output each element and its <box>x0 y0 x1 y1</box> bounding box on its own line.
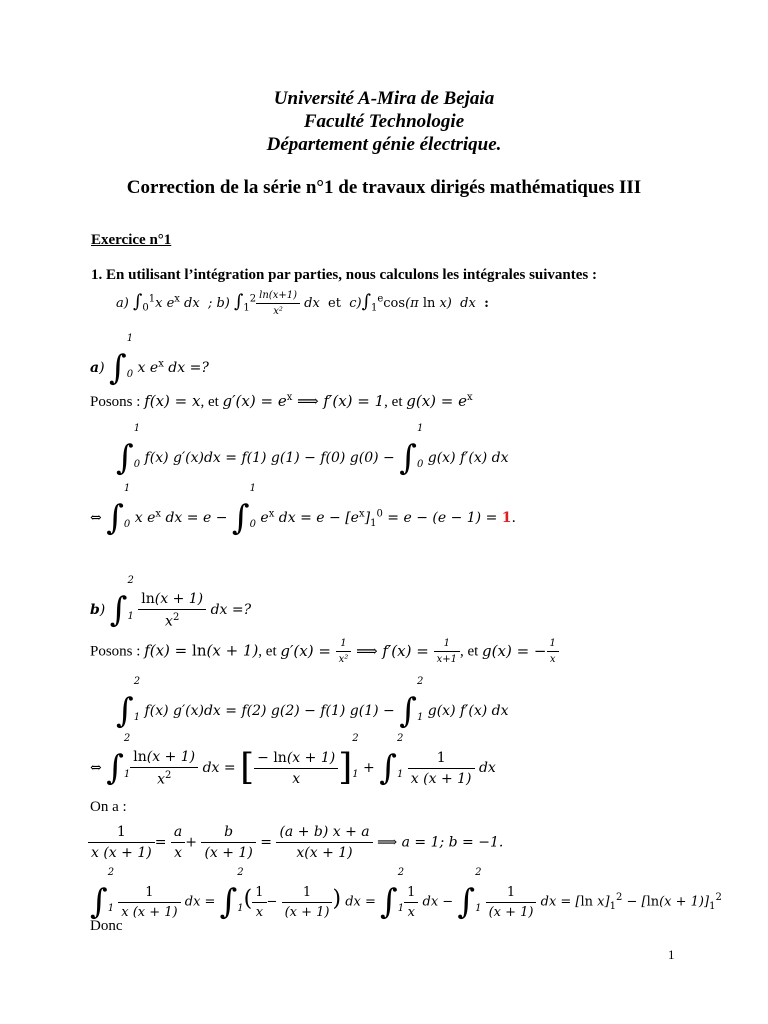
part-a-result-value: 1 <box>501 510 512 526</box>
department-name: Département génie électrique. <box>266 134 502 155</box>
part-b-ipp-formula: ∫2 1 f(x) g′(x)dx = f(2) g(2) − f(1) g(1) − ∫2 1 g(x) f′(x) dx <box>116 676 509 731</box>
integrals-list: a) $\int_0^1x$ $e^x$ dx ; b) $\int_1^2$ $\frac{\ln(x+1)}{\text{x²}}$ dx et $c)\int_1^e\cos(\pi$ ln x) dx : <box>116 290 489 317</box>
question-1-text: 1. En utilisant l’intégration par parties, nous calculons les intégrales suivantes : <box>91 267 598 283</box>
part-a-result-line: ⇔ ∫1 0 x $e^x$ dx = e − ∫1 0 $e^x$ dx = $e - [e^x]_1^0 = e - (e - 1) = 1$. <box>90 483 516 538</box>
partial-fraction-decomposition: $\frac{1}{x (x + 1)}$ = $\frac{a}{x}$ + $\frac{b}{(x + 1)}$ = $\frac{(a + b) x + a}{x(x + 1)}$ ⟹ a = 1; b = −1. <box>88 824 503 861</box>
document-title: Correction de la série n°1 de travaux dirigés mathématiques III <box>126 177 642 198</box>
integral-decomposition: ∫2 1 $\frac{1}{x (x + 1)}$ dx = ∫2 1( $\frac{1}{x}$ − $\frac{1}{(x + 1)}$ ) dx = ∫2 1 $\frac{1}{x}$ dx − ∫2 1 $\frac{1}{(x + 1)}$ dx = [ln $x]_1^2 - [\ln(x + 1)]_1^2$ <box>90 867 722 922</box>
part-b-question: b) ∫2 1 $\frac{\ln(x + 1)}{x^2}$ dx =? <box>90 575 252 630</box>
exercise-label: Exercice n°1 <box>91 232 172 248</box>
on-a-label: On a : <box>90 799 127 815</box>
part-b-ipp-applied: ⇔ ∫2 1 $\frac{\ln(x + 1)}{x^2}$ dx = [ $\frac{- \ln(x + 1)}{x}$ ]2 1 + ∫2 1 $\frac{1}{x (x + 1)}$ dx <box>90 733 496 788</box>
donc-label: Donc <box>90 918 123 934</box>
part-a-ipp-formula: ∫1 0 f(x) g′(x)dx = f(1) g(1) − f(0) g(0) − ∫1 0 g(x) f′(x) dx <box>116 423 509 478</box>
university-name: Université A-Mira de Bejaia <box>273 88 495 109</box>
faculty-name: Faculté Technologie <box>303 111 465 132</box>
page-number: 1 <box>668 947 675 962</box>
part-a-question: a) ∫1 0 x $e^x$ dx =? <box>90 333 209 388</box>
part-b-posons: Posons : f(x) = ln(x + 1), et g′(x) = $\frac{1}{\text{x²}}$ ⟹ f′(x) = $\frac{1}{x+1}$ , et g(x) = − $\frac{1}{x}$ <box>90 638 559 665</box>
part-a-posons: Posons : f(x) = x, et $g'(x) = e^x$ ⟹ f′(x) = 1, et $g(x) = e^x$ <box>90 392 473 410</box>
